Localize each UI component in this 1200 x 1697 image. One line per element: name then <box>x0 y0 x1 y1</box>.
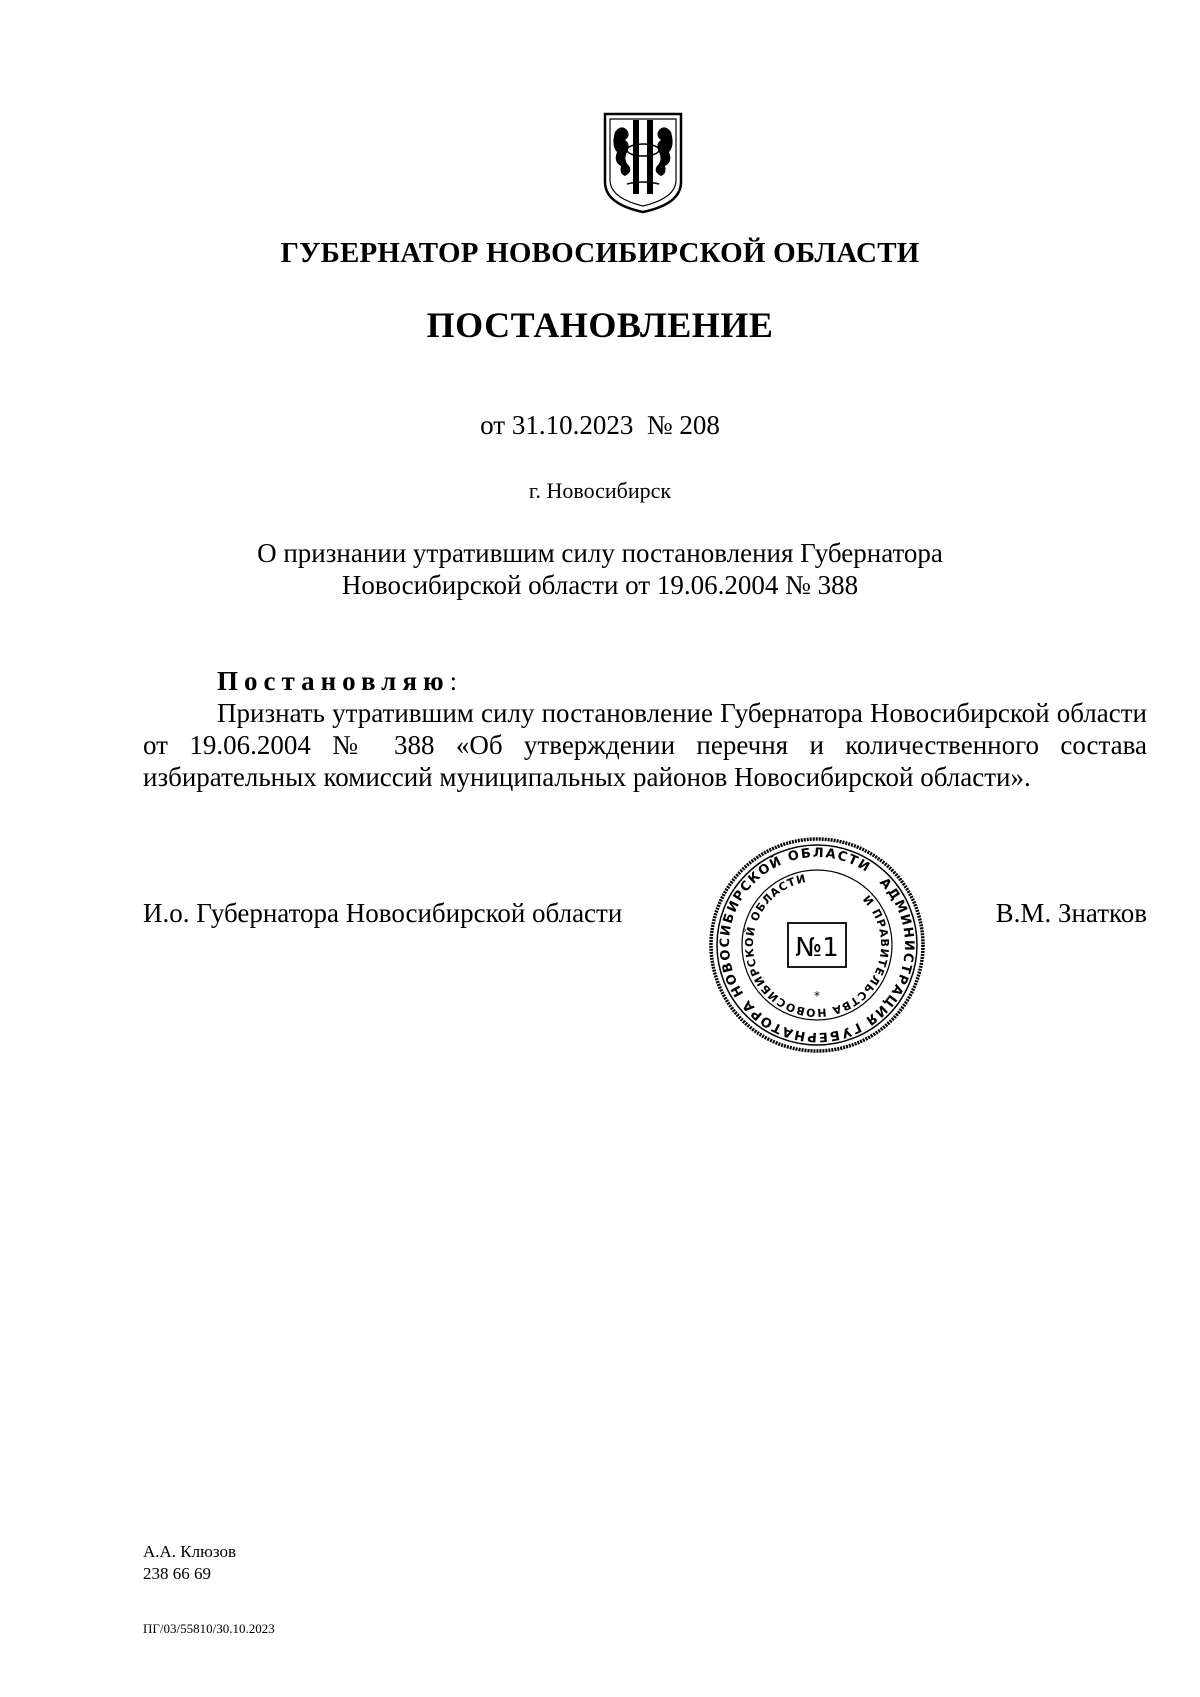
official-seal-stamp <box>708 836 926 1054</box>
document-number: 208 <box>679 410 720 440</box>
date-number-line <box>0 410 1200 441</box>
number-prefix: № <box>646 410 673 440</box>
document-body <box>143 665 1147 793</box>
document-type: ПОСТАНОВЛЕНИЕ <box>426 305 774 345</box>
subject-line-1: О признании утратившим силу постановления Губернатора <box>257 538 943 568</box>
executor-phone: 238 66 69 <box>143 1564 211 1583</box>
signer-name: В.М. Знатков <box>995 898 1147 928</box>
seal-star: * <box>814 989 820 1003</box>
executor-contact <box>143 1541 236 1585</box>
document-date: 31.10.2023 <box>511 410 634 440</box>
authority-title: ГУБЕРНАТОР НОВОСИБИРСКОЙ ОБЛАСТИ <box>280 237 920 269</box>
seal-center-number: №1 <box>795 933 839 963</box>
document-subject <box>0 537 1200 601</box>
executor-name: А.А. Клюзов <box>143 1542 236 1561</box>
decree-heading: Постановляю: <box>217 666 458 696</box>
subject-line-2: Новосибирской области от 19.06.2004 № 388 <box>341 570 859 600</box>
decree-text: Признать утратившим силу постановление Губернатора Новосибирской области от 19.06.2004 № 388 «Об утверждении перечня и количественного состава избирательных комиссий муниципальных районов Новосибирской области». <box>143 698 1147 792</box>
seal-outer-text: АДМИНИСТРАЦИЯ ГУБЕРНАТОРА НОВОСИБИРСКОЙ ОБЛАСТИ <box>717 845 917 1045</box>
city: г. Новосибирск <box>528 478 672 503</box>
seal-inner-text: И ПРАВИТЕЛЬСТВА НОВОСИБИРСКОЙ ОБЛАСТИ <box>742 871 892 1020</box>
signer-title: И.о. Губернатора Новосибирской области <box>143 898 623 928</box>
document-reference: ПГ/03/55810/30.10.2023 <box>143 1621 275 1636</box>
date-prefix: от <box>480 410 506 440</box>
coat-of-arms-icon <box>601 112 685 214</box>
